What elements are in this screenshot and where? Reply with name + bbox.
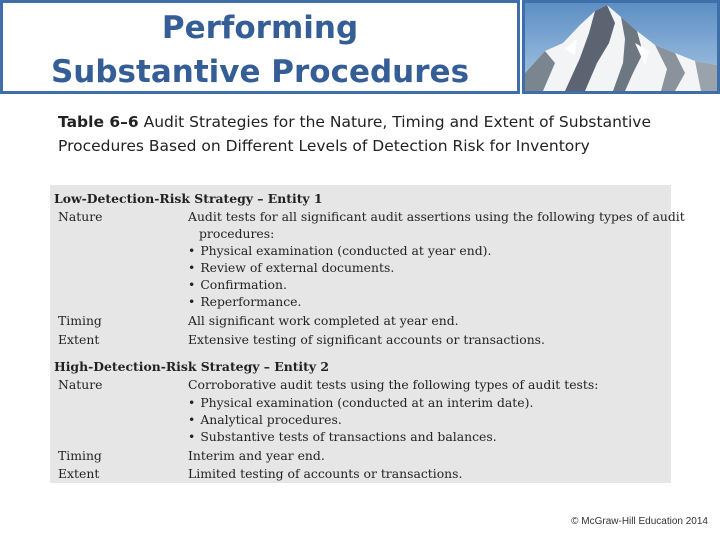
high-nature-text: Corroborative audit tests using the following types of audit tests: [188, 377, 599, 392]
high-extent-text: Limited testing of accounts or transactions. [188, 466, 463, 481]
mountain-photo [522, 0, 720, 94]
low-extent-text: Extensive testing of significant accounts or transactions. [188, 332, 545, 347]
low-timing-label: Timing [58, 313, 102, 328]
high-nature-label: Nature [58, 377, 103, 392]
table-number: Table 6–6 [58, 113, 139, 131]
high-bullet-item: • Analytical procedures. [188, 411, 342, 428]
high-timing-label: Timing [58, 448, 102, 463]
title-banner [0, 0, 520, 94]
table-caption-text: Audit Strategies for the Nature, Timing and Extent of Substantive Procedures Based on Different Levels of Detection Risk for Inventory [58, 113, 652, 155]
high-timing-text: Interim and year end. [188, 448, 325, 463]
low-nature-text: Audit tests for all significant audit assertions using the following types of audit [188, 209, 685, 224]
high-extent-label: Extent [58, 466, 100, 481]
slide-title-line-2: Substantive Procedures [50, 54, 470, 90]
low-nature-label: Nature [58, 209, 103, 224]
low-timing-text: All significant work completed at year end. [188, 313, 459, 328]
low-bullet-item: • Reperformance. [188, 293, 301, 310]
low-bullet-item: • Physical examination (conducted at year end). [188, 242, 491, 259]
low-nature-text-continued: procedures: [199, 226, 275, 241]
audit-strategy-table [50, 185, 685, 483]
slide-title-line-1: Performing [161, 10, 359, 46]
high-bullet-item: • Physical examination (conducted at an interim date). [188, 394, 533, 411]
table-caption [58, 110, 658, 158]
low-bullet-item: • Confirmation. [188, 276, 287, 293]
mountain-image [525, 3, 717, 91]
low-bullet-item: • Review of external documents. [188, 259, 394, 276]
copyright-footer: © McGraw-Hill Education 2014 [571, 516, 708, 527]
high-bullet-item: • Substantive tests of transactions and balances. [188, 428, 497, 445]
low-extent-label: Extent [58, 332, 100, 347]
high-risk-heading: High-Detection-Risk Strategy – Entity 2 [54, 359, 329, 374]
low-risk-heading: Low-Detection-Risk Strategy – Entity 1 [54, 191, 323, 206]
